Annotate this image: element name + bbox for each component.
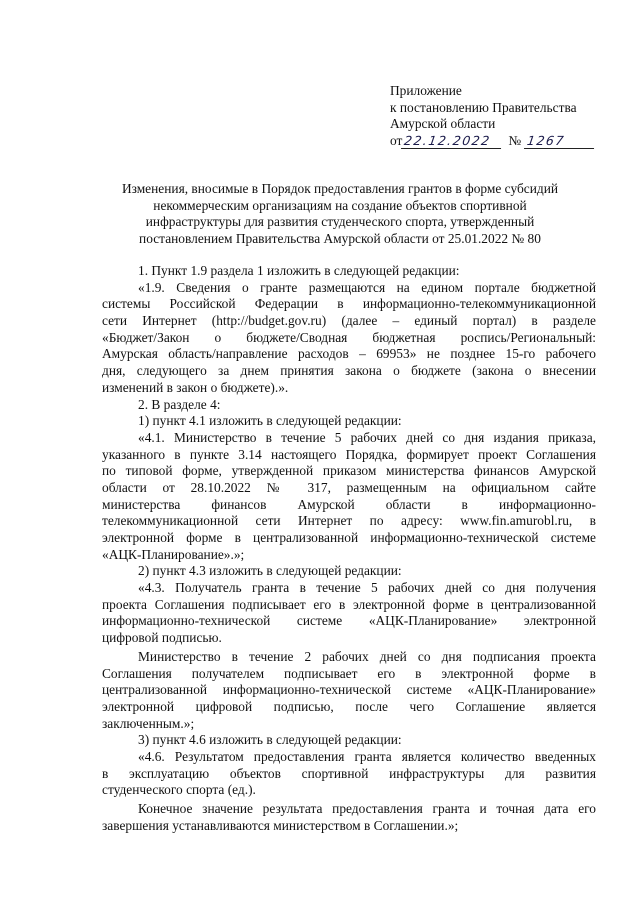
text-line: системы Российской Федерации в информационно-телекоммуникационной <box>102 296 596 312</box>
subitem-2-2-heading: 2) пункт 4.3 изложить в следующей редакции: <box>138 563 402 579</box>
text-line: информационно-технической системе «АЦК-Планирование» электронной <box>102 613 596 629</box>
text-line: заключенным.»; <box>102 715 195 731</box>
title-line: Изменения, вносимые в Порядок предоставления грантов в форме субсидий <box>121 181 559 196</box>
text-line: по типовой форме, утвержденной приказом министерства финансов Амурской <box>102 463 596 479</box>
item-1-heading: 1. Пункт 1.9 раздела 1 изложить в следующей редакции: <box>138 263 460 278</box>
text-line: централизованной информационно-технической системе «АЦК-Планирование» <box>102 682 596 698</box>
annex-resolution: к постановлению Правительства <box>390 99 577 115</box>
annex-block <box>390 83 620 149</box>
text-line: телекоммуникационной сети Интернет по адресу: www.fin.amurobl.ru, в <box>102 513 596 529</box>
text-line: «1.9. Сведения о гранте размещаются на едином портале бюджетной <box>138 279 596 295</box>
annex-region: Амурской области <box>390 116 496 131</box>
text-line: дня, следующего за днем принятия закона о бюджете (закона о внесении <box>102 363 596 379</box>
text-line: «4.1. Министерство в течение 5 рабочих дней со дня издания приказа, <box>138 429 596 445</box>
annex-number-handwritten: 1267 <box>524 134 596 149</box>
title-line: постановлением Правительства Амурской области от 25.01.2022 № 80 <box>139 230 541 246</box>
item-2-heading: 2. В разделе 4: <box>138 396 221 412</box>
text-line: студенческого спорта (ед.). <box>102 782 256 798</box>
text-line: электронной цифровой подписью, после чего Соглашение является <box>102 698 596 714</box>
text-line: изменений в закон о бюджете).». <box>102 379 289 395</box>
text-line: завершения устанавливаются министерством в Соглашении.»; <box>102 817 459 833</box>
text-line: электронной форме в централизованной информационно-технической системе <box>102 530 596 545</box>
text-line: указанного в пункте 3.14 настоящего Порядка, формирует проект Соглашения <box>102 446 596 462</box>
title-line: некоммерческим организациям на создание объектов спортивной <box>153 197 527 213</box>
text-line: Министерство в течение 2 рабочих дней со дня подписания проекта <box>138 648 596 664</box>
annex-heading: Приложение <box>390 83 462 98</box>
text-line: Соглашения получателем подписывает его в электронной форме в <box>102 665 596 681</box>
text-line: «4.3. Получатель гранта в течение 5 рабочих дней со дня получения <box>138 580 596 596</box>
title-line: инфраструктуры для развития студенческого спорта, утвержденный <box>145 214 535 229</box>
subitem-2-3-heading: 3) пункт 4.6 изложить в следующей редакции: <box>138 732 402 748</box>
text-line: области от 28.10.2022 № 317, размещенным на официальном сайте <box>102 479 596 495</box>
text-line: министерства финансов Амурской области в информационно- <box>102 496 596 512</box>
text-line: «Бюджет/Закон о бюджете/Сводная бюджетная роспись/Региональный: <box>102 329 596 345</box>
text-line: Конечное значение результата предоставления гранта и точная дата его <box>138 801 596 816</box>
text-line: «4.6. Результатом предоставления гранта является количество введенных <box>138 748 596 764</box>
annex-date-number <box>390 133 620 150</box>
subitem-2-1-heading: 1) пункт 4.1 изложить в следующей редакции: <box>138 413 402 429</box>
text-line: «АЦК-Планирование».»; <box>102 546 245 562</box>
annex-date-handwritten: 22.12.2022 <box>401 134 503 149</box>
document-title <box>100 181 580 247</box>
text-line: сети Интернет (http://budget.gov.ru) (далее – единый портал) в разделе <box>102 313 596 329</box>
annex-number-prefix: № <box>508 132 522 148</box>
document-body <box>102 263 596 834</box>
annex-date-prefix: от <box>390 132 403 148</box>
text-line: в эксплуатацию объектов спортивной инфраструктуры для развития <box>102 765 596 781</box>
text-line: цифровой подписью. <box>102 630 222 646</box>
text-line: Амурская область/направление расходов – 69953» не позднее 15-го рабочего <box>102 346 596 362</box>
text-line: проекта Соглашения подписывает его в электронной форме в централизованной <box>102 596 596 612</box>
